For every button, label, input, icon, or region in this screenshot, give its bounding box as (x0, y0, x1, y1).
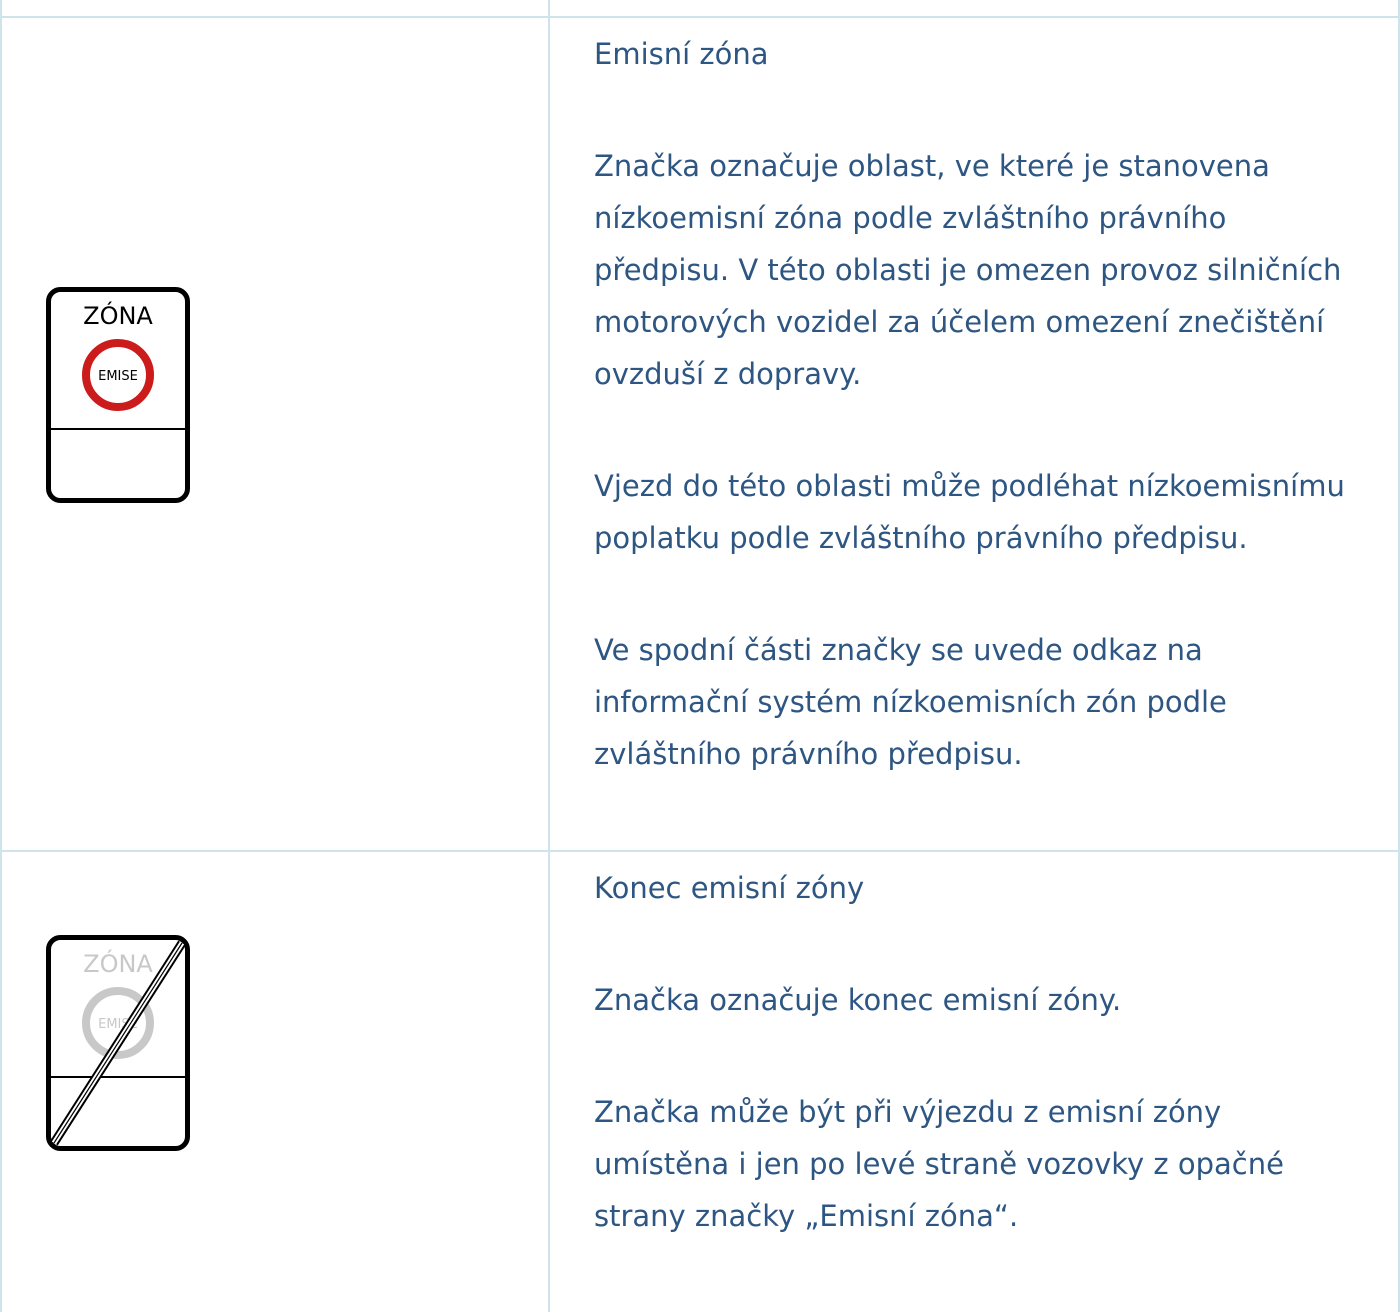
end-of-emission-zone-sign-icon (46, 935, 190, 1155)
paragraph: Značka může být při výjezdu z emisní zóny umístěna i jen po levé straně vozovky z opačné strany značky „Emisní zóna“. (594, 1095, 1284, 1233)
paragraph: Ve spodní části značky se uvede odkaz na informační systém nízkoemisních zón podle zvláštního právního předpisu. (594, 633, 1227, 771)
sign-circle-text: EMISE (98, 1017, 138, 1032)
row-title: Emisní zóna (594, 37, 769, 71)
table-left-border (0, 0, 2, 1312)
row-divider (0, 16, 1400, 18)
paragraph: Značka označuje oblast, ve které je stanovena nízkoemisní zóna podle zvláštního právního předpisu. V této oblasti je omezen provoz silničních motorových vozidel za účelem omezení znečištění ovzduší z dopravy. (594, 149, 1342, 391)
row-title: Konec emisní zóny (594, 871, 865, 905)
sign-circle-text: EMISE (98, 369, 138, 384)
sign-top-text: ZÓNA (83, 950, 153, 978)
row-divider (0, 850, 1400, 852)
paragraph: Značka označuje konec emisní zóny. (594, 983, 1122, 1017)
emission-zone-description (594, 28, 1354, 780)
paragraph: Vjezd do této oblasti může podléhat nízkoemisnímu poplatku podle zvláštního právního předpisu. (594, 469, 1345, 555)
column-divider (548, 0, 550, 1312)
sign-top-text: ZÓNA (83, 302, 153, 330)
end-of-emission-zone-description (594, 862, 1354, 1242)
emission-zone-sign-icon (46, 287, 190, 507)
